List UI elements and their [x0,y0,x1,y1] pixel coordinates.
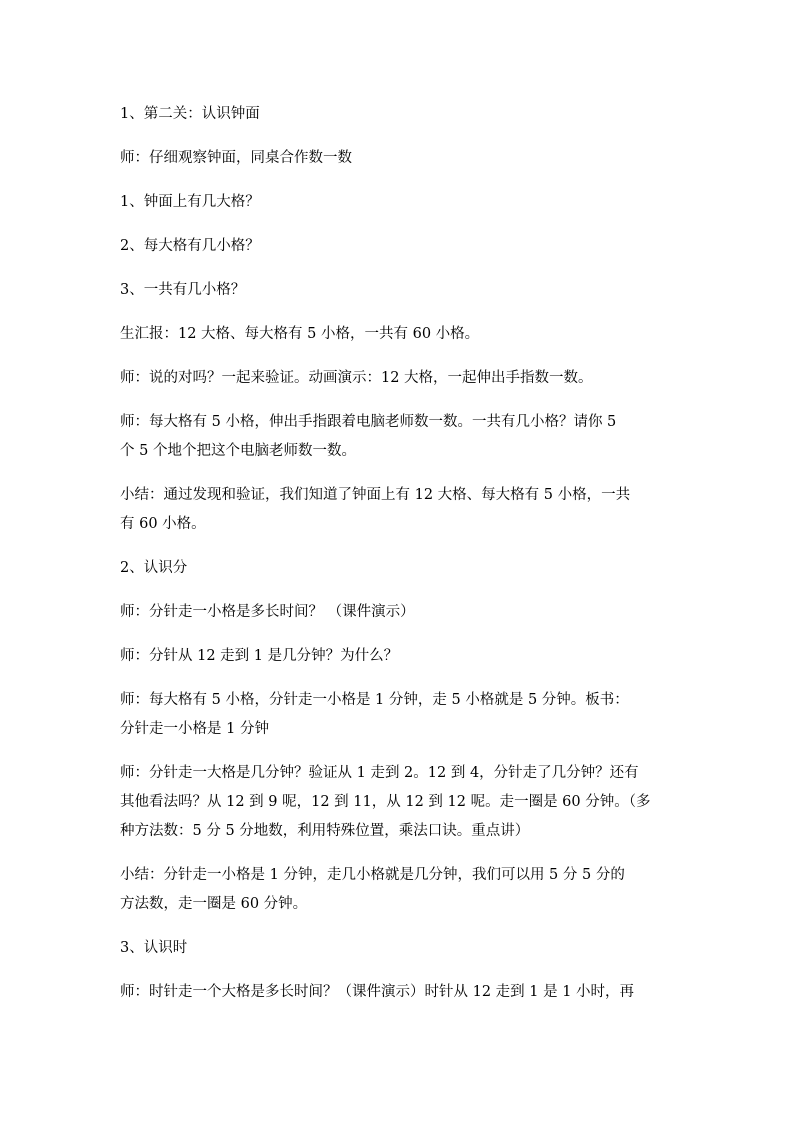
text-line: 3、认识时 [120,940,188,956]
section-heading-minutes [120,554,680,583]
text-line: 2、认识分 [120,560,188,576]
section-heading-hours [120,934,680,963]
teacher-12-to-1 [120,642,680,671]
text-line: 个 5 个地个把这个电脑老师数一数。 [120,443,356,459]
question-3 [120,276,680,305]
section-heading-clock-face [120,100,680,129]
text-line: 师：分针从 12 走到 1 是几分钟？为什么？ [120,648,399,664]
text-line: 其他看法吗？从 12 到 9 呢，12 到 11，从 12 到 12 呢。走一圈是 60 分钟。（多 [120,794,651,810]
summary-2 [120,861,680,919]
text-line: 师：仔细观察钟面，同桌合作数一数 [120,150,352,166]
question-1 [120,188,680,217]
summary-1 [120,481,680,539]
text-line: 师：每大格有 5 小格，伸出手指跟着电脑老师数一数。一共有几小格？请你 5 [120,414,617,430]
text-line: 2、每大格有几小格？ [120,238,260,254]
teacher-count-small [120,408,680,466]
text-line: 方法数，走一圈是 60 分钟。 [120,896,308,912]
question-2 [120,232,680,261]
teacher-minute-question [120,598,680,627]
teacher-hour-question [120,978,680,1007]
text-line: 小结：分针走一小格是 1 分钟，走几小格就是几分钟，我们可以用 5 分 5 分的 [120,867,625,883]
text-line: 师：每大格有 5 小格，分针走一小格是 1 分钟，走 5 小格就是 5 分钟。板书： [120,692,629,708]
teacher-instruction [120,144,680,173]
text-line: 师：时针走一个大格是多长时间？（课件演示）时针从 12 走到 1 是 1 小时，再 [120,984,635,1000]
teacher-verify [120,364,680,393]
text-line: 师：说的对吗？一起来验证。动画演示：12 大格，一起伸出手指数一数。 [120,370,593,386]
text-line: 师：分针走一小格是多长时间？ （课件演示） [120,604,415,620]
text-line: 1、第二关：认识钟面 [120,106,260,122]
teacher-big-grid [120,759,680,846]
text-line: 种方法数：5 分 5 分地数，利用特殊位置，乘法口诀。重点讲） [120,823,530,839]
text-line: 3、一共有几小格？ [120,282,246,298]
text-line: 分针走一小格是 1 分钟 [120,721,269,737]
text-line: 生汇报：12 大格、每大格有 5 小格，一共有 60 小格。 [120,326,480,342]
text-line: 1、钟面上有几大格？ [120,194,260,210]
text-line: 师：分针走一大格是几分钟？验证从 1 走到 2。12 到 4，分针走了几分钟？还有 [120,765,639,781]
document-page [120,100,680,1022]
text-line: 有 60 小格。 [120,516,206,532]
student-report [120,320,680,349]
text-line: 小结：通过发现和验证，我们知道了钟面上有 12 大格、每大格有 5 小格，一共 [120,487,631,503]
teacher-board-writing [120,686,680,744]
